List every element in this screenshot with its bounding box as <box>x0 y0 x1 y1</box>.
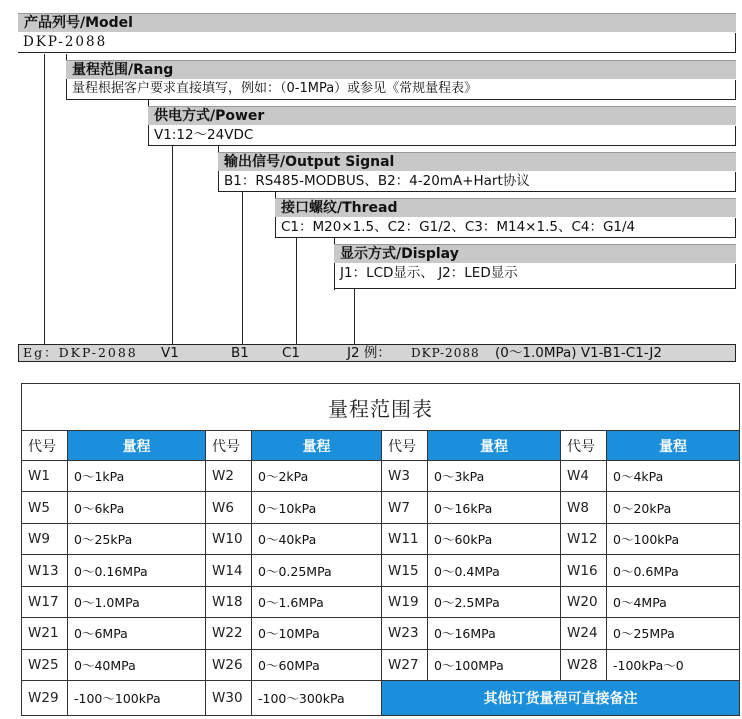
range-code-cell: W25 <box>22 649 68 680</box>
range-value-cell: 0～40kPa <box>252 523 382 554</box>
range-value-cell: 0～25MPa <box>607 618 740 649</box>
range-value-cell: 0～20kPa <box>607 492 740 523</box>
table-row <box>22 649 740 680</box>
model-header: 产品列号/Model <box>18 13 736 32</box>
range-code-cell: W13 <box>22 555 68 586</box>
range-value-cell: 0～100MPa <box>428 649 561 680</box>
connector-output-down <box>242 192 243 346</box>
range-code-cell: W12 <box>561 523 607 554</box>
range-value-cell: 0～1.0MPa <box>68 586 206 617</box>
table-row <box>22 492 740 523</box>
range-code-cell: W4 <box>561 461 607 492</box>
output-value: B1：RS485-MODBUS、B2：4-20mA+Hart协议 <box>218 172 736 192</box>
range-code-cell: W19 <box>382 586 428 617</box>
range-code-cell: W2 <box>206 461 252 492</box>
range-value-cell: 0～2kPa <box>252 461 382 492</box>
range-value-cell: 0～3kPa <box>428 461 561 492</box>
example-b: B1 <box>231 345 249 361</box>
range-code-cell: W3 <box>382 461 428 492</box>
range-code-cell: W18 <box>206 586 252 617</box>
code-header: 代号 <box>206 431 252 461</box>
thread-value: C1：M20×1.5、C2：G1/2、C3：M14×1.5、C4：G1/4 <box>275 218 736 238</box>
range-code-cell: W17 <box>22 586 68 617</box>
range-value-cell: 0～16MPa <box>428 618 561 649</box>
connector-thread-down <box>296 238 297 346</box>
thread-header: 接口螺纹/Thread <box>275 198 736 217</box>
range-value-cell: 0～10kPa <box>252 492 382 523</box>
range-value-cell: 0～60MPa <box>252 649 382 680</box>
range-code-cell: W10 <box>206 523 252 554</box>
output-header: 输出信号/Output Signal <box>218 152 736 171</box>
range-header: 量程范围/Rang <box>66 60 736 79</box>
range-code-cell: W22 <box>206 618 252 649</box>
range-code-cell: W1 <box>22 461 68 492</box>
custom-range-note: 其他订货量程可直接备注 <box>382 681 740 716</box>
range-value-cell: 0～0.4MPa <box>428 555 561 586</box>
example-v: V1 <box>161 345 179 361</box>
range-code-cell: W7 <box>382 492 428 523</box>
range-value-cell: 0～10MPa <box>252 618 382 649</box>
table-row <box>22 523 740 554</box>
range-value-cell: 0～2.5MPa <box>428 586 561 617</box>
example-bar <box>18 344 736 362</box>
range-code-cell: W24 <box>561 618 607 649</box>
range-value-cell: -100～100kPa <box>68 681 206 716</box>
range-code-cell: W30 <box>206 681 252 716</box>
range-header-cell: 量程 <box>607 431 740 461</box>
table-row <box>22 586 740 617</box>
range-value-cell: 0～0.6MPa <box>607 555 740 586</box>
range-code-cell: W26 <box>206 649 252 680</box>
range-value-cell: 0～100kPa <box>607 523 740 554</box>
table-row <box>22 461 740 492</box>
range-value-cell: 0～60kPa <box>428 523 561 554</box>
range-code-cell: W27 <box>382 649 428 680</box>
range-code-cell: W14 <box>206 555 252 586</box>
range-value-cell: 0～6kPa <box>68 492 206 523</box>
example-full-code: DKP-2088 <box>411 346 480 360</box>
power-value: V1:12～24VDC <box>148 126 736 146</box>
model-value: DKP-2088 <box>18 33 736 53</box>
range-code-cell: W23 <box>382 618 428 649</box>
connector-power-down <box>172 146 173 346</box>
table-row <box>22 555 740 586</box>
range-value-cell: 0～4MPa <box>607 586 740 617</box>
example-j-prefix: J2 例： <box>347 345 391 361</box>
range-value: 量程根据客户要求直接填写，例如：（0-1MPa）或参见《常规量程表》 <box>66 80 736 100</box>
range-code-cell: W9 <box>22 523 68 554</box>
range-value-cell: 0～1.6MPa <box>252 586 382 617</box>
range-value-cell: 0～4kPa <box>607 461 740 492</box>
table-row <box>22 618 740 649</box>
range-value-cell: 0～16kPa <box>428 492 561 523</box>
example-eg-label: Eg：DKP-2088 <box>23 345 138 360</box>
table-row <box>22 681 740 716</box>
code-header: 代号 <box>22 431 68 461</box>
range-code-cell: W28 <box>561 649 607 680</box>
range-value-cell: 0～1kPa <box>68 461 206 492</box>
range-code-cell: W21 <box>22 618 68 649</box>
display-value: J1：LCD显示、 J2：LED显示 <box>334 264 736 289</box>
connector-model <box>44 54 45 346</box>
range-value-cell: 0～40MPa <box>68 649 206 680</box>
code-header: 代号 <box>382 431 428 461</box>
range-value-cell: -100kPa～0 <box>607 649 740 680</box>
range-value-cell: 0～0.25MPa <box>252 555 382 586</box>
power-header: 供电方式/Power <box>148 106 736 125</box>
range-code-cell: W6 <box>206 492 252 523</box>
range-code-cell: W11 <box>382 523 428 554</box>
range-header-cell: 量程 <box>68 431 206 461</box>
range-value-cell: -100～300kPa <box>252 681 382 716</box>
example-c: C1 <box>282 345 301 361</box>
range-value-cell: 0～0.16MPa <box>68 555 206 586</box>
range-header-cell: 量程 <box>252 431 382 461</box>
range-code-cell: W16 <box>561 555 607 586</box>
range-code-cell: W20 <box>561 586 607 617</box>
range-table <box>21 383 740 716</box>
range-code-cell: W29 <box>22 681 68 716</box>
range-value-cell: 0～25kPa <box>68 523 206 554</box>
range-code-cell: W15 <box>382 555 428 586</box>
range-code-cell: W5 <box>22 492 68 523</box>
range-table-title: 量程范围表 <box>22 384 740 431</box>
range-code-cell: W8 <box>561 492 607 523</box>
display-header: 显示方式/Display <box>334 244 736 263</box>
connector-display-down <box>354 289 355 346</box>
range-value-cell: 0～6MPa <box>68 618 206 649</box>
code-header: 代号 <box>561 431 607 461</box>
example-full-suffix: (0～1.0MPa) V1-B1-C1-J2 <box>495 345 662 361</box>
range-header-cell: 量程 <box>428 431 561 461</box>
